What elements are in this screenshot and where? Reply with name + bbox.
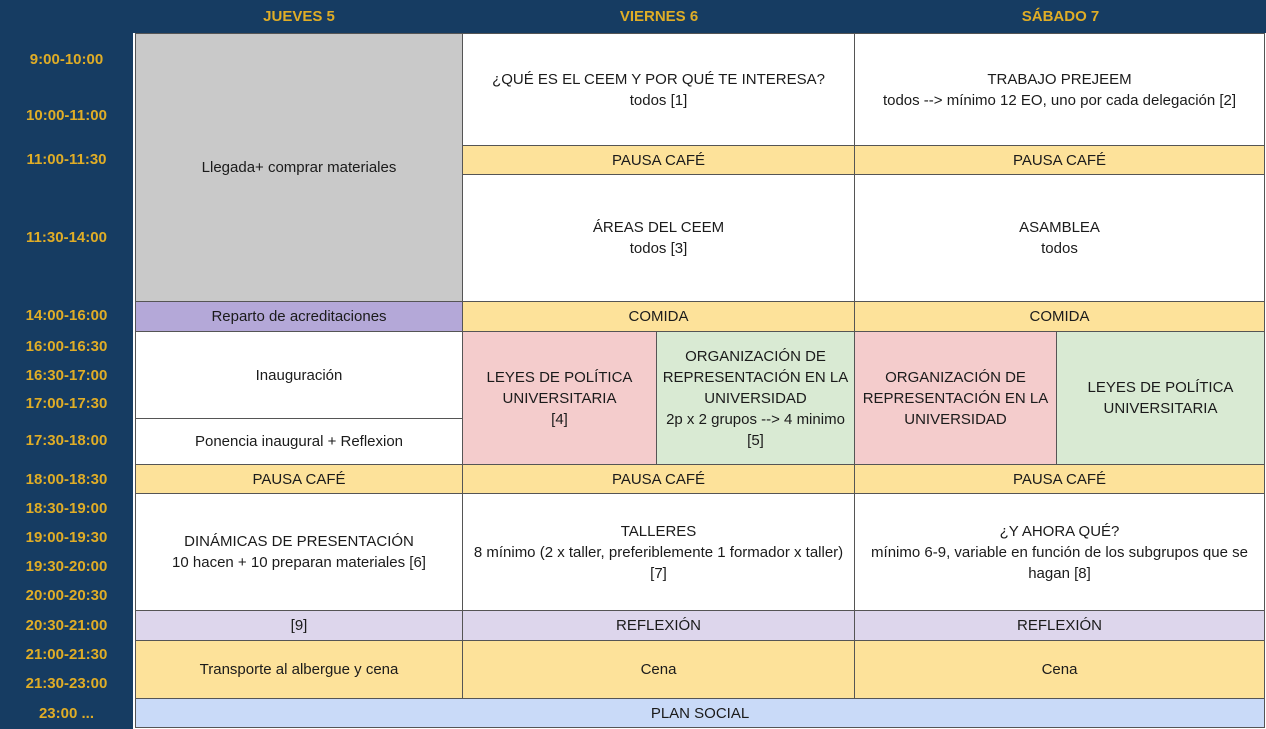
time-slot: 16:30-17:00 xyxy=(25,367,108,384)
time-slot: 19:30-20:00 xyxy=(25,558,108,575)
fri-areas xyxy=(462,174,855,302)
time-slot: 17:30-18:00 xyxy=(25,432,108,449)
fri-reflexion: REFLEXIÓN xyxy=(462,610,855,641)
sat-comida: COMIDA xyxy=(854,301,1265,332)
fri-ceem xyxy=(462,33,855,146)
time-slot: 11:30-14:00 xyxy=(26,229,107,246)
day-header-saturday: SÁBADO 7 xyxy=(855,0,1266,33)
thu-inauguracion: Inauguración xyxy=(135,331,463,419)
time-slot: 19:00-19:30 xyxy=(25,529,108,546)
sat-trabajo xyxy=(854,33,1265,146)
fri-ceem-title: ¿QUÉ ES EL CEEM Y POR QUÉ TE INTERESA? xyxy=(492,70,825,88)
fri-comida: COMIDA xyxy=(462,301,855,332)
thu-transporte: Transporte al albergue y cena xyxy=(135,640,463,699)
sat-asamblea-title: ASAMBLEA xyxy=(1019,219,1100,236)
sat-pausa-cafe-1: PAUSA CAFÉ xyxy=(854,145,1265,175)
fri-organizacion-sub: 2p x 2 grupos --> 4 minimo [5] xyxy=(666,410,845,449)
sat-reflexion: REFLEXIÓN xyxy=(854,610,1265,641)
time-slot: 21:30-23:00 xyxy=(25,675,108,692)
time-slot: 23:00 ... xyxy=(38,705,95,722)
plan-social: PLAN SOCIAL xyxy=(135,698,1265,728)
time-slot: 20:00-20:30 xyxy=(25,587,108,604)
thu-pausa-cafe: PAUSA CAFÉ xyxy=(135,464,463,494)
day-header-friday: VIERNES 6 xyxy=(463,0,855,33)
fri-pausa-cafe-1: PAUSA CAFÉ xyxy=(462,145,855,175)
thu-reparto: Reparto de acreditaciones xyxy=(135,301,463,332)
time-slot: 16:00-16:30 xyxy=(25,338,108,355)
sat-y-ahora-title: ¿Y AHORA QUÉ? xyxy=(999,522,1120,540)
time-slot: 20:30-21:00 xyxy=(25,617,108,634)
thu-llegada: Llegada+ comprar materiales xyxy=(135,33,463,302)
fri-talleres xyxy=(462,493,855,611)
sat-trabajo-title: TRABAJO PREJEEM xyxy=(987,70,1132,88)
sat-trabajo-sub: todos --> mínimo 12 EO, uno por cada delegación [2] xyxy=(882,91,1237,109)
sat-cena: Cena xyxy=(854,640,1265,699)
sat-y-ahora-sub: mínimo 6-9, variable en función de los subgrupos que se hagan [8] xyxy=(871,543,1248,582)
fri-pausa-cafe-2: PAUSA CAFÉ xyxy=(462,464,855,494)
thu-note-9: [9] xyxy=(135,610,463,641)
header-corner xyxy=(0,0,135,33)
time-slot: 21:00-21:30 xyxy=(25,646,108,663)
sat-asamblea-sub: todos xyxy=(1041,240,1078,257)
thu-dinamicas-title: DINÁMICAS DE PRESENTACIÓN xyxy=(184,533,414,550)
fri-talleres-title: TALLERES xyxy=(620,522,697,540)
time-slot: 14:00-16:00 xyxy=(25,307,108,324)
sat-pausa-cafe-2: PAUSA CAFÉ xyxy=(854,464,1265,494)
thu-ponencia: Ponencia inaugural + Reflexion xyxy=(135,418,463,465)
fri-organizacion xyxy=(656,331,855,465)
fri-leyes xyxy=(462,331,657,465)
fri-organizacion-title: ORGANIZACIÓN DE REPRESENTACIÓN EN LA UNIVERSIDAD xyxy=(662,347,849,407)
sat-organizacion: ORGANIZACIÓN DE REPRESENTACIÓN EN LA UNIVERSIDAD xyxy=(854,331,1057,465)
time-slot: 9:00-10:00 xyxy=(29,51,104,68)
time-slot: 18:30-19:00 xyxy=(25,500,108,517)
fri-talleres-sub: 8 mínimo (2 x taller, preferiblemente 1 formador x taller) [7] xyxy=(473,543,844,582)
day-header-thursday: JUEVES 5 xyxy=(135,0,463,33)
time-slot: 11:00-11:30 xyxy=(26,151,107,168)
thu-dinamicas xyxy=(135,493,463,611)
thu-dinamicas-sub: 10 hacen + 10 preparan materiales [6] xyxy=(172,554,426,571)
fri-areas-sub: todos [3] xyxy=(629,240,688,257)
time-slot: 18:00-18:30 xyxy=(25,471,108,488)
time-slot: 17:00-17:30 xyxy=(25,395,108,412)
sat-y-ahora xyxy=(854,493,1265,611)
fri-ceem-sub: todos [1] xyxy=(629,91,688,109)
fri-leyes-title: LEYES DE POLÍTICA UNIVERSITARIA xyxy=(486,368,633,407)
sat-asamblea xyxy=(854,174,1265,302)
sat-leyes: LEYES DE POLÍTICA UNIVERSITARIA xyxy=(1056,331,1265,465)
fri-areas-title: ÁREAS DEL CEEM xyxy=(592,219,725,236)
time-slot: 10:00-11:00 xyxy=(26,107,107,124)
fri-leyes-sub: [4] xyxy=(551,410,568,428)
fri-cena: Cena xyxy=(462,640,855,699)
